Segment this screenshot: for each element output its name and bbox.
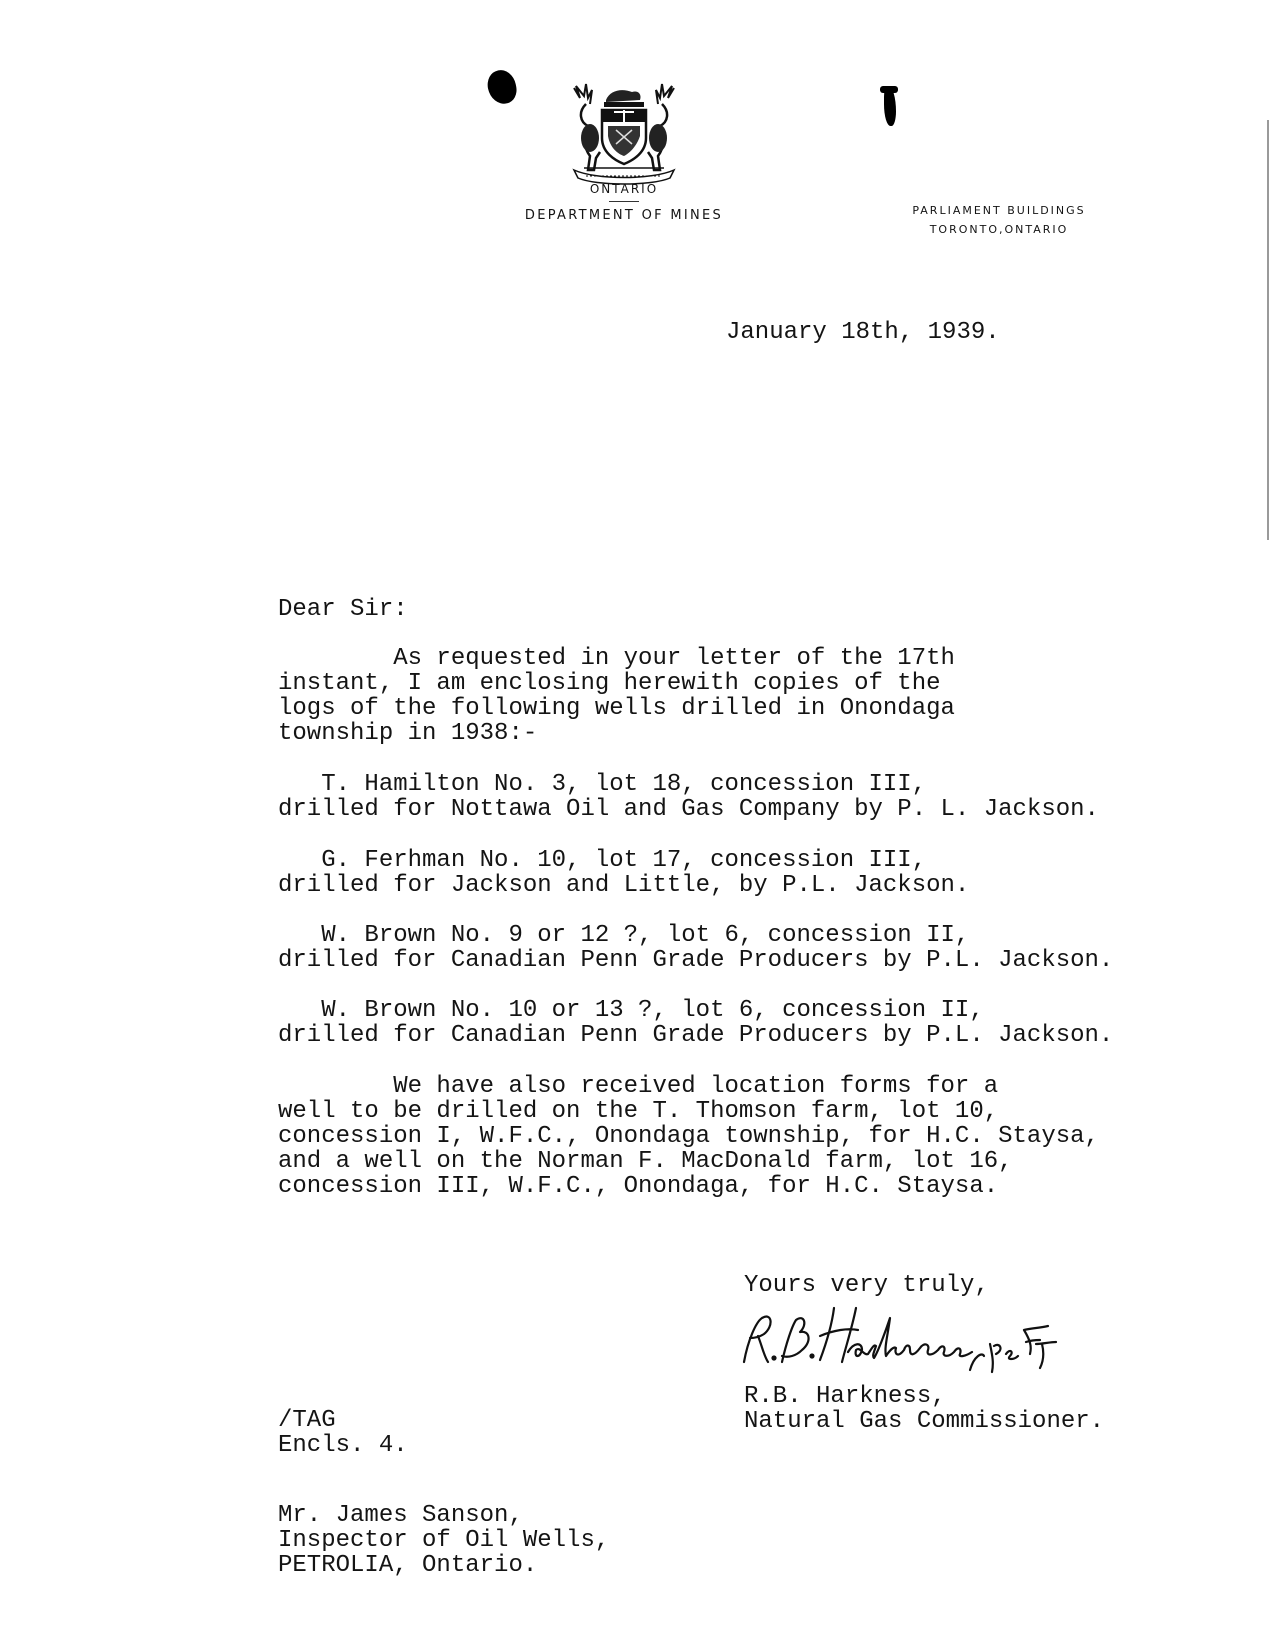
intro-line: instant, I am enclosing herewith copies of the [278, 670, 941, 697]
recipient-title: Inspector of Oil Wells, [278, 1527, 610, 1554]
intro-paragraph [278, 646, 955, 746]
location-line: We have also received location forms for a [278, 1073, 999, 1100]
letterhead-department: DEPARTMENT OF MINES [524, 208, 724, 223]
well-line: drilled for Nottawa Oil and Gas Company by P. L. Jackson. [278, 796, 1099, 823]
letter-date: January 18th, 1939. [726, 319, 1000, 346]
ontario-coat-of-arms-icon [566, 82, 682, 188]
intro-line: logs of the following wells drilled in Onondaga [278, 695, 955, 722]
ink-blot [485, 67, 519, 106]
closing: Yours very truly, [744, 1272, 989, 1299]
ink-blot [884, 86, 896, 126]
well-line: drilled for Canadian Penn Grade Producers by P.L. Jackson. [278, 1022, 1114, 1049]
letterhead-address-line1: PARLIAMENT BUILDINGS [912, 204, 1086, 217]
location-line: and a well on the Norman F. MacDonald farm, lot 16, [278, 1148, 1013, 1175]
well-entry [278, 923, 1113, 973]
recipient-location: PETROLIA, Ontario. [278, 1552, 538, 1579]
well-entry [278, 772, 1099, 822]
well-line: drilled for Jackson and Little, by P.L. Jackson. [278, 872, 970, 899]
recipient-block [278, 1503, 609, 1578]
location-line: well to be drilled on the T. Thomson farm, lot 10, [278, 1098, 999, 1125]
enclosures: Encls. 4. [278, 1432, 408, 1459]
location-line: concession I, W.F.C., Onondaga township, for H.C. Staysa, [278, 1123, 1099, 1150]
signer-name: R.B. Harkness, [744, 1383, 946, 1410]
intro-line: township in 1938:- [278, 720, 538, 747]
letterhead-province: ONTARIO [589, 182, 659, 196]
well-line: drilled for Canadian Penn Grade Producers by P.L. Jackson. [278, 947, 1114, 974]
letterhead-address-line2: TORONTO,ONTARIO [929, 223, 1069, 236]
intro-line: As requested in your letter of the 17th [278, 645, 955, 672]
well-line: G. Ferhman No. 10, lot 17, concession III, [278, 847, 927, 874]
well-entry [278, 848, 969, 898]
well-entry [278, 998, 1113, 1048]
location-paragraph [278, 1074, 1099, 1199]
salutation: Dear Sir: [278, 596, 408, 623]
well-line: W. Brown No. 10 or 13 ?, lot 6, concession II, [278, 997, 984, 1024]
well-line: T. Hamilton No. 3, lot 18, concession III, [278, 771, 927, 798]
letterhead-divider [609, 201, 639, 202]
well-line: W. Brown No. 9 or 12 ?, lot 6, concession II, [278, 922, 970, 949]
location-line: concession III, W.F.C., Onondaga, for H.C. Staysa. [278, 1173, 999, 1200]
typist-reference: /TAG [278, 1407, 336, 1434]
letterhead-crest [566, 82, 682, 188]
recipient-name: Mr. James Sanson, [278, 1502, 523, 1529]
signer-title: Natural Gas Commissioner. [744, 1408, 1105, 1435]
